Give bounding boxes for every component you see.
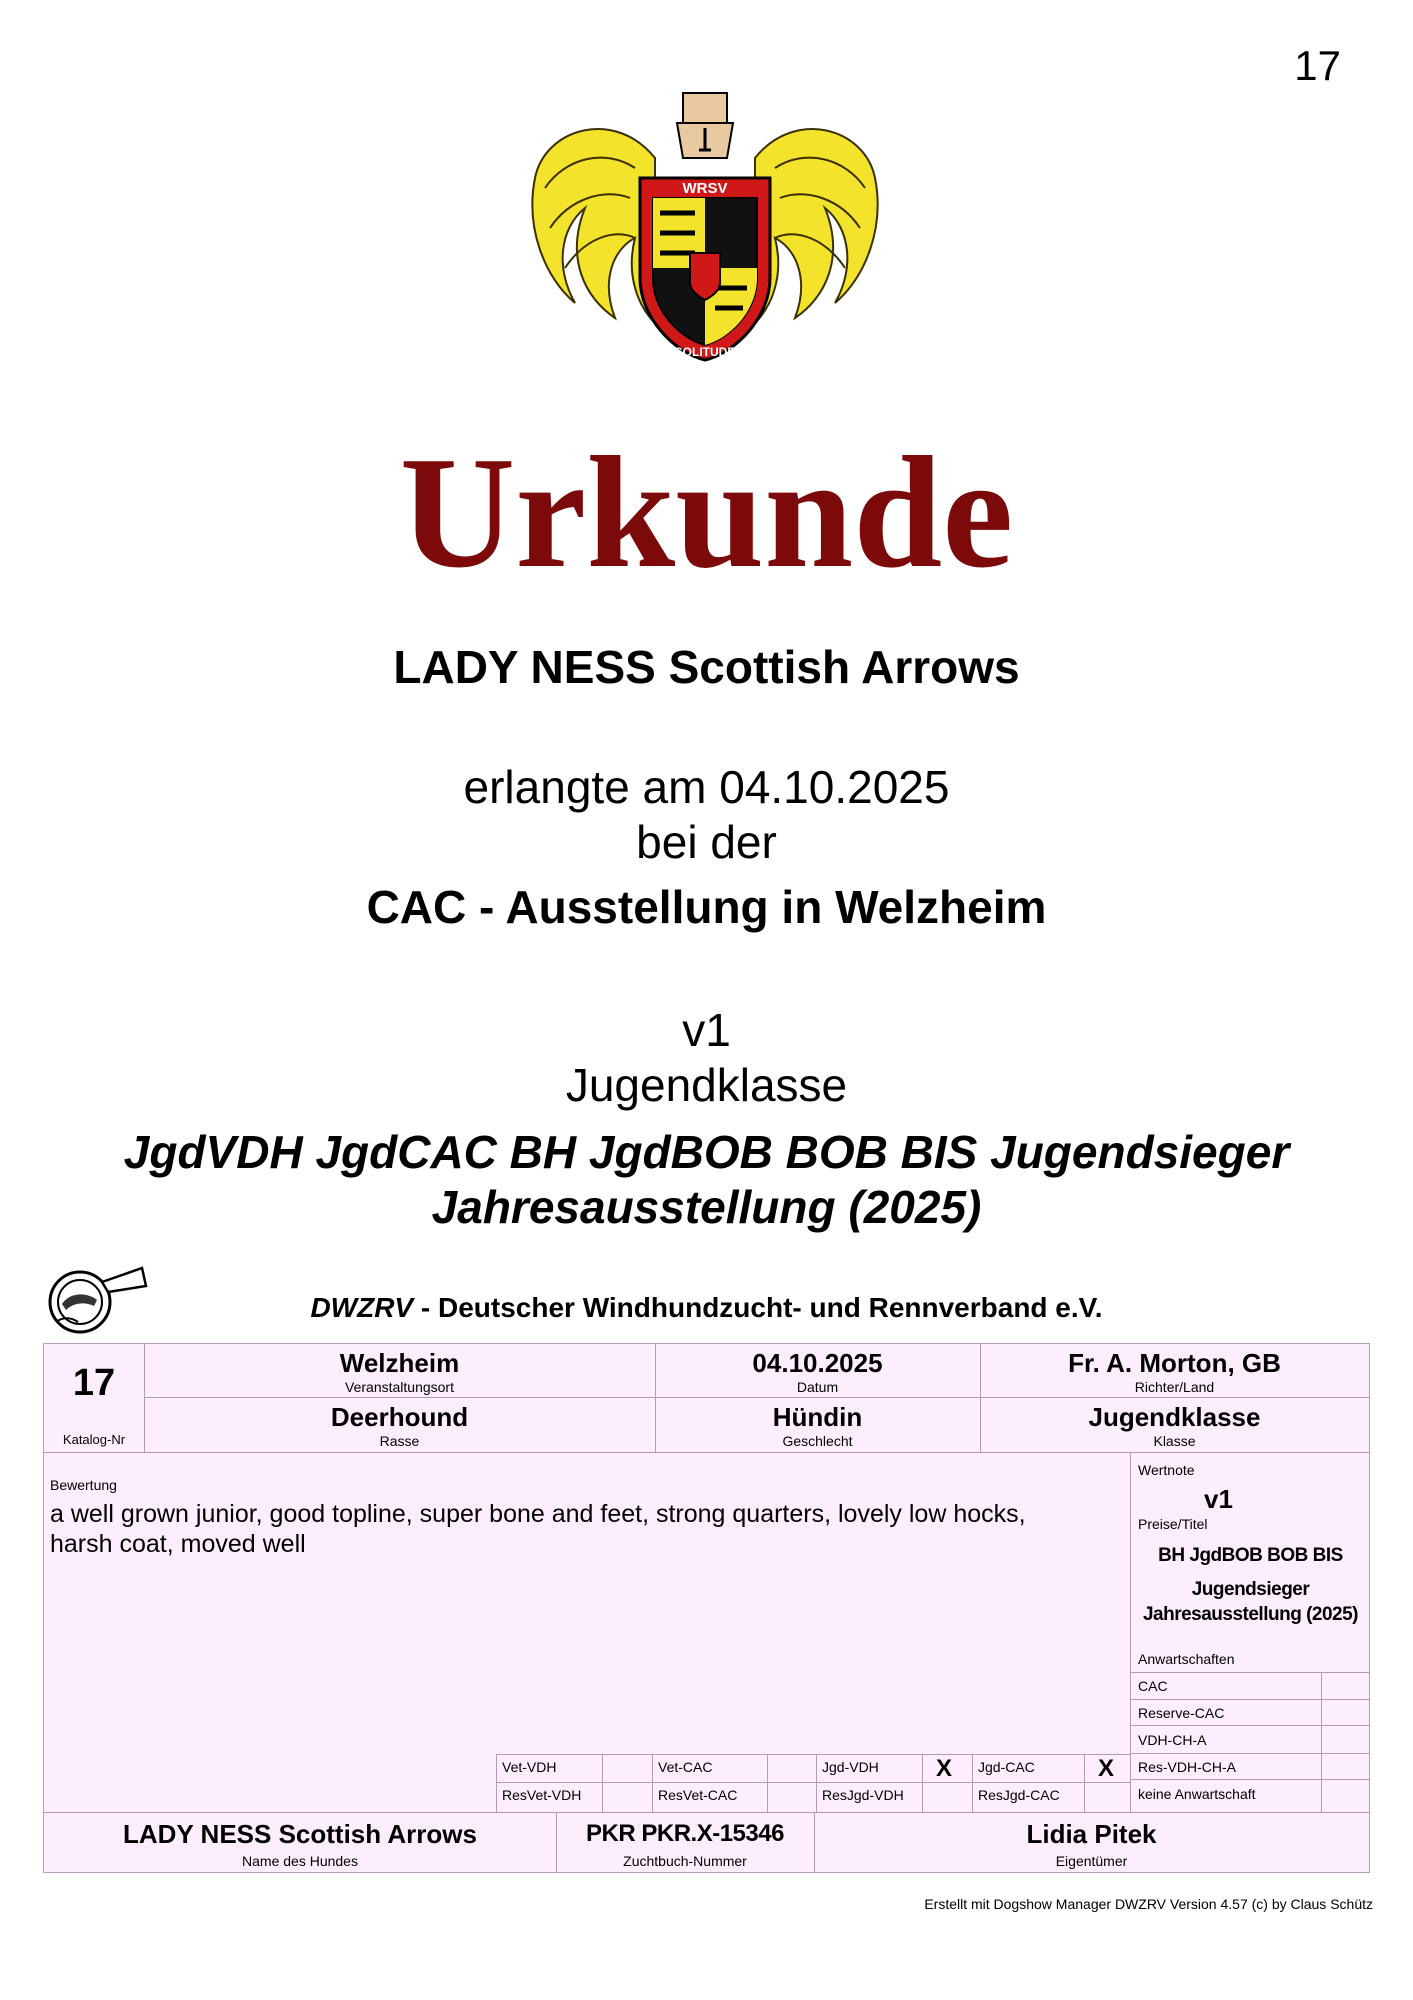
dog-name-heading: LADY NESS Scottish Arrows <box>393 641 1020 693</box>
awards-top-line <box>1130 1672 1370 1673</box>
at-the-line: bei der <box>636 816 777 868</box>
dog-name-value: LADY NESS Scottish Arrows <box>123 1819 477 1849</box>
check-resvet-cac: ResVet-CAC <box>658 1787 738 1803</box>
breed-label: Rasse <box>379 1433 420 1449</box>
awards-check-column <box>1321 1672 1322 1812</box>
check-resjgd-cac: ResJgd-CAC <box>978 1787 1060 1803</box>
critique-text: a well grown junior, good topline, super bone and feet, strong quarters, lovely low hocks, harsh coat, moved well <box>50 1500 1026 1558</box>
judge-value: Fr. A. Morton, GB <box>1068 1348 1281 1378</box>
check-resvet-vdh: ResVet-VDH <box>502 1787 582 1803</box>
club-separator: - <box>413 1292 438 1323</box>
divider-header <box>44 1452 1369 1453</box>
checks-col-f <box>972 1754 973 1812</box>
check-jgd-cac: Jgd-CAC <box>978 1759 1035 1775</box>
wrsv-solitude-logo <box>505 88 905 378</box>
studbook-value: PKR PKR.X-15346 <box>586 1820 784 1847</box>
award-reserve-cac: Reserve-CAC <box>1138 1705 1225 1721</box>
checks-col-g <box>1084 1754 1085 1812</box>
svg-text:WRSV: WRSV <box>682 180 728 197</box>
dog-name-label: Name des Hundes <box>242 1853 358 1869</box>
checks-row-divider <box>496 1782 1130 1783</box>
checks-grid <box>496 1754 1130 1812</box>
class-heading: Jugendklasse <box>565 1059 848 1111</box>
check-resjgd-vdh: ResJgd-VDH <box>822 1787 904 1803</box>
show-name: CAC - Ausstellung in Welzheim <box>366 881 1047 933</box>
obtained-on-line: erlangte am 04.10.2025 <box>463 761 950 813</box>
class-value: Jugendklasse <box>1088 1402 1261 1432</box>
owner-value: Lidia Pitek <box>1026 1819 1157 1849</box>
check-vet-cac: Vet-CAC <box>658 1759 713 1775</box>
svg-text:SOLITUDE: SOLITUDE <box>674 345 736 359</box>
award-none: keine Anwartschaft <box>1138 1786 1256 1802</box>
club-abbr: DWZRV <box>310 1292 414 1323</box>
class-label: Klasse <box>1153 1433 1196 1449</box>
critique-label: Bewertung <box>50 1477 117 1493</box>
checks-col-d <box>816 1754 817 1812</box>
checks-col-b <box>652 1754 653 1812</box>
sex-value: Hündin <box>772 1402 863 1432</box>
judge-label: Richter/Land <box>1134 1379 1215 1395</box>
prizes-line-3: Jahresausstellung (2025) <box>1142 1604 1359 1625</box>
check-jgd-vdh: Jgd-VDH <box>822 1759 879 1775</box>
certificate-title: Urkunde <box>399 423 1014 601</box>
award-vdh-ch-a: VDH-CH-A <box>1138 1732 1207 1748</box>
grade-label: Wertnote <box>1138 1462 1195 1478</box>
page-number: 17 <box>1294 42 1341 89</box>
date-label: Datum <box>796 1379 839 1395</box>
checks-col-a <box>602 1754 603 1812</box>
club-name: Deutscher Windhundzucht- und Rennverband e.V. <box>438 1292 1103 1323</box>
judging-report-card <box>43 1343 1370 1873</box>
owner-label: Eigentümer <box>1055 1853 1128 1869</box>
club-line <box>0 1292 1413 1324</box>
software-credit: Erstellt mit Dogshow Manager DWZRV Version 4.57 (c) by Claus Schütz <box>924 1896 1373 1912</box>
divider-bottom <box>44 1812 1369 1813</box>
prizes-line-2: Jugendsieger <box>1191 1579 1310 1600</box>
breed-value: Deerhound <box>330 1402 469 1432</box>
prizes-line-1: BH JgdBOB BOB BIS <box>1158 1545 1343 1566</box>
mark-jgd-vdh: X <box>936 1755 953 1782</box>
grade-heading: v1 <box>682 1004 731 1056</box>
catalog-number: 17 <box>72 1362 116 1404</box>
sex-label: Geschlecht <box>782 1433 853 1449</box>
check-vet-vdh: Vet-VDH <box>502 1759 557 1775</box>
venue-value: Welzheim <box>339 1348 460 1378</box>
catalog-label: Katalog-Nr <box>62 1432 126 1447</box>
venue-label: Veranstaltungsort <box>345 1379 454 1395</box>
date-value: 04.10.2025 <box>752 1348 883 1378</box>
awards-label: Anwartschaften <box>1138 1651 1235 1667</box>
studbook-label: Zuchtbuch-Nummer <box>623 1853 747 1869</box>
prizes-label: Preise/Titel <box>1138 1516 1208 1532</box>
titles-line-1: JgdVDH JgdCAC BH JgdBOB BOB BIS Jugendsieger <box>123 1126 1290 1178</box>
mark-jgd-cac: X <box>1098 1755 1115 1782</box>
checks-col-c <box>767 1754 768 1812</box>
grade-value: v1 <box>1204 1484 1233 1514</box>
award-cac: CAC <box>1138 1678 1168 1694</box>
award-res-vdh-ch-a: Res-VDH-CH-A <box>1138 1759 1236 1775</box>
checks-col-e <box>922 1754 923 1812</box>
titles-line-2: Jahresausstellung (2025) <box>431 1181 982 1233</box>
